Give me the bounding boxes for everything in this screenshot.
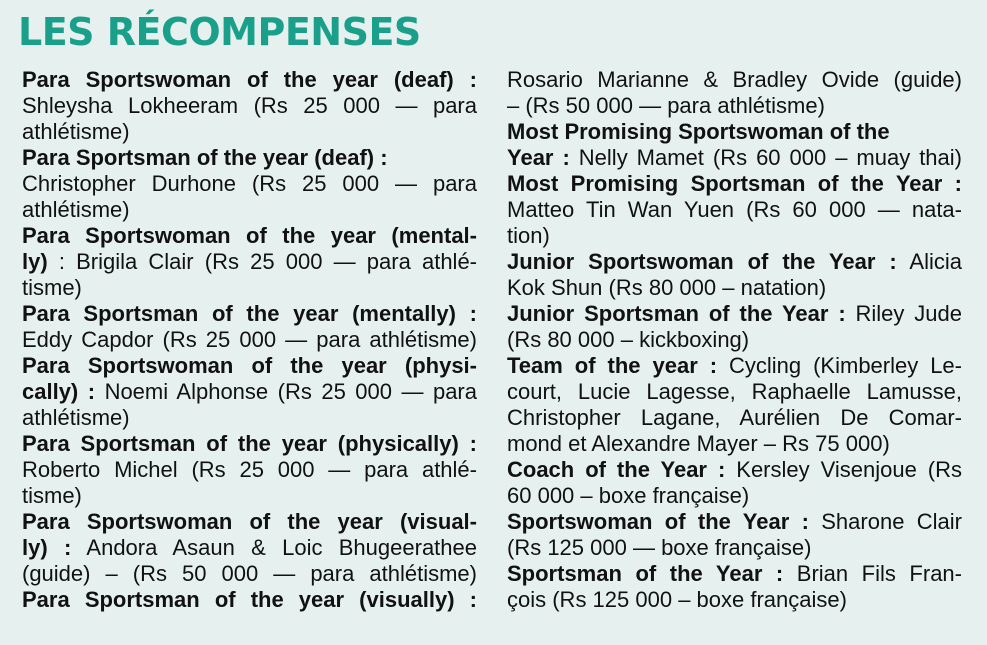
award-detail: Kersley Visenjoue (Rs [725,457,962,482]
text-line [507,405,962,431]
text-line [507,561,962,587]
text-line [507,197,962,223]
award-category: Sportsman of the Year : [507,561,784,586]
text-line [22,587,477,613]
award-category: Para Sportswoman of the year (deaf) : [22,67,477,92]
text-line [507,301,962,327]
award-category: ly) : [22,535,72,560]
text-line [507,275,962,301]
text-line [507,145,962,171]
text-line [22,431,477,457]
text-line [22,405,477,431]
award-detail: Christopher Lagane, Aurélien De Comar- [507,405,962,430]
award-category: Para Sportswoman of the year (mental- [22,223,477,248]
award-detail: – (Rs 50 000 — para athlétisme) [507,93,825,118]
text-line [507,327,962,353]
award-category: Para Sportsman of the year (visually) : [22,587,477,612]
text-line [22,145,477,171]
award-category: Year : [507,145,570,170]
text-line [507,431,962,457]
award-detail: tisme) [22,483,82,508]
award-detail: Rosario Marianne & Bradley Ovide (guide) [507,67,962,92]
award-category: Para Sportsman of the year (deaf) : [22,145,388,170]
award-detail: Eddy Capdor (Rs 25 000 — para athlétisme) [22,327,477,352]
article-title: LES RÉCOMPENSES [18,10,421,54]
text-line [22,171,477,197]
award-category: Coach of the Year : [507,457,726,482]
award-detail: Cycling (Kimberley Le- [717,353,962,378]
text-line [507,457,962,483]
award-detail: Nelly Mamet (Rs 60 000 – muay thai) [569,145,962,170]
award-detail: Shleysha Lokheeram (Rs 25 000 — para [22,93,477,118]
text-line [22,249,477,275]
award-category: Team of the year : [507,353,718,378]
text-line [507,587,962,613]
text-line [507,93,962,119]
award-detail: (guide) – (Rs 50 000 — para athlétisme) [22,561,477,586]
award-detail: Alicia [896,249,962,274]
award-category: Junior Sportswoman of the Year : [507,249,897,274]
award-detail: athlétisme) [22,197,130,222]
text-line [22,93,477,119]
text-line [22,561,477,587]
text-line [507,353,962,379]
text-line [22,197,477,223]
text-line [507,379,962,405]
text-line [507,509,962,535]
text-line [22,483,477,509]
text-line [22,353,477,379]
award-detail: tisme) [22,275,82,300]
right-column [507,67,962,613]
text-line [507,483,962,509]
text-line [22,535,477,561]
award-category: Para Sportswoman of the year (physi- [22,353,477,378]
award-detail: athlétisme) [22,119,130,144]
left-column [22,67,477,613]
text-line [22,67,477,93]
text-line [507,249,962,275]
award-detail: tion) [507,223,550,248]
award-detail: Kok Shun (Rs 80 000 – natation) [507,275,827,300]
award-detail: (Rs 125 000 — boxe française) [507,535,812,560]
award-category: Para Sportswoman of the year (visual- [22,509,477,534]
text-line [22,379,477,405]
award-detail: Andora Asaun & Loic Bhugeerathee [71,535,477,560]
text-line [22,327,477,353]
text-line [22,275,477,301]
award-category: Sportswoman of the Year : [507,509,809,534]
award-detail: Brian Fils Fran- [783,561,962,586]
text-line [507,223,962,249]
award-detail: Christopher Durhone (Rs 25 000 — para [22,171,477,196]
text-line [507,67,962,93]
text-line [22,457,477,483]
award-category: Junior Sportsman of the Year : [507,301,846,326]
award-detail: mond et Alexandre Mayer – Rs 75 000) [507,431,890,456]
award-category: Most Promising Sportsman of the Year : [507,171,962,196]
award-category: Most Promising Sportswoman of the [507,119,890,144]
text-line [507,119,962,145]
award-detail: Riley Jude [845,301,962,326]
text-line [22,223,477,249]
award-category: Para Sportsman of the year (mentally) : [22,301,477,326]
award-detail: Sharone Clair [808,509,962,534]
text-line [22,509,477,535]
award-detail: Noemi Alphonse (Rs 25 000 — para [95,379,477,404]
award-detail: court, Lucie Lagesse, Raphaelle Lamusse, [507,379,962,404]
award-detail: 60 000 – boxe française) [507,483,750,508]
award-detail: Matteo Tin Wan Yuen (Rs 60 000 — nata- [507,197,962,222]
award-category: Para Sportsman of the year (physically) : [22,431,477,456]
award-detail: athlétisme) [22,405,130,430]
award-category: cally) : [22,379,96,404]
text-line [22,119,477,145]
award-detail: çois (Rs 125 000 – boxe française) [507,587,847,612]
text-line [507,171,962,197]
award-detail: (Rs 80 000 – kickboxing) [507,327,750,352]
text-line [22,301,477,327]
award-detail: Roberto Michel (Rs 25 000 — para athlé- [22,457,477,482]
award-detail: : Brigila Clair (Rs 25 000 — para athlé- [47,249,477,274]
text-line [507,535,962,561]
award-category: ly) [22,249,48,274]
